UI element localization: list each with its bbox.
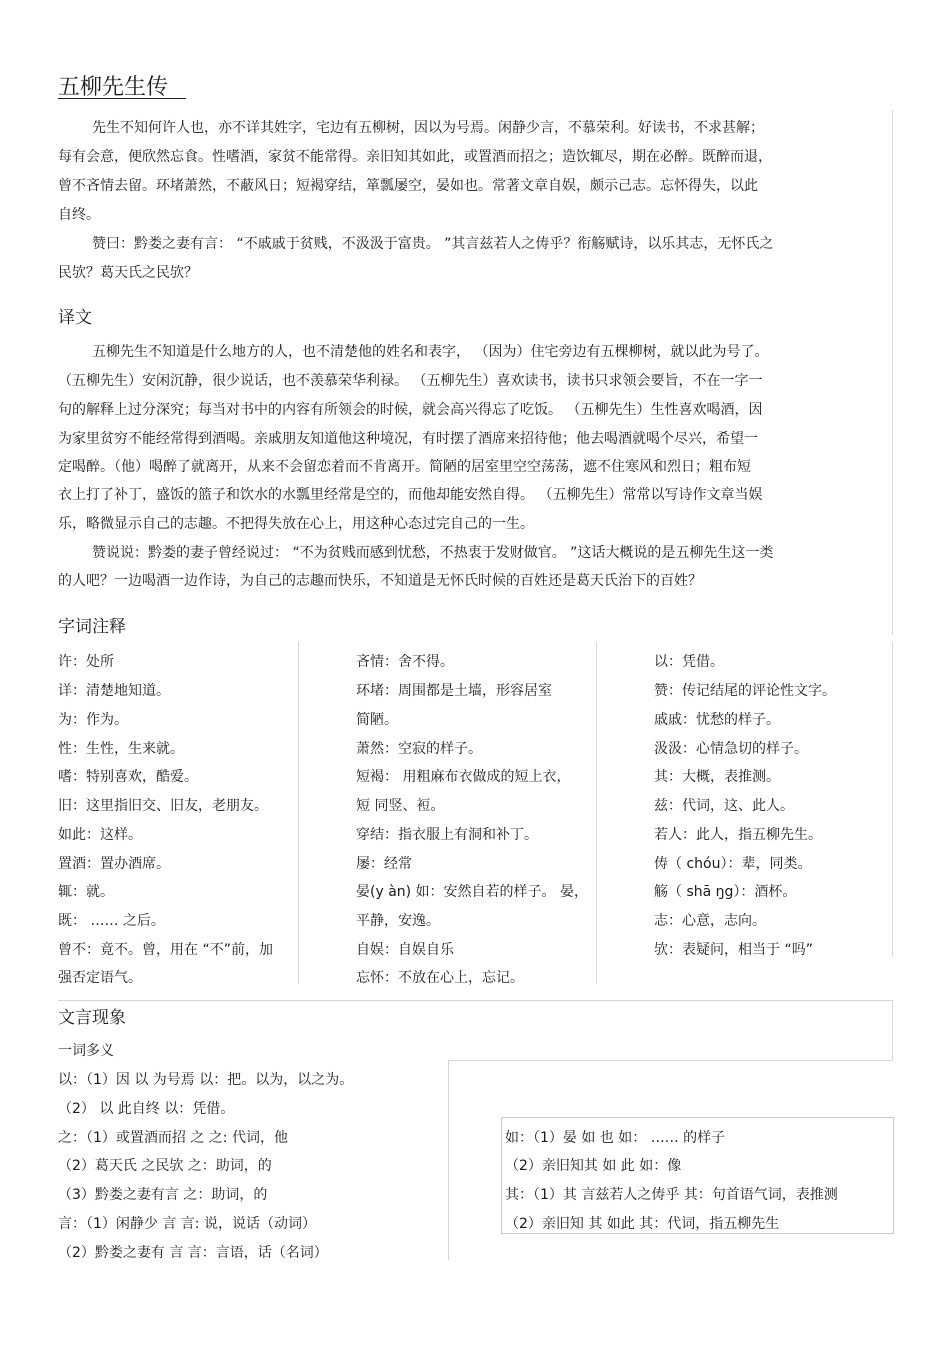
- note-item: 赞：传记结尾的评论性文字。: [654, 683, 836, 699]
- translation-line: 赞说说：黔娄的妻子曾经说过： “不为贫贱而感到忧愁，不热衷于发财做官。 ”这话大概说的是五柳先生这一类: [92, 545, 774, 561]
- note-item: 汲汲：心情急切的样子。: [654, 741, 808, 757]
- polysemy-line: （2）亲旧知 其 如此 其：代词，指五柳先生: [505, 1216, 780, 1232]
- note-item: 觞（ shā ŋg）：酒杯。: [654, 884, 797, 900]
- phenomena-heading: 文言现象: [58, 1008, 126, 1028]
- note-item: 自娱：自娱自乐: [356, 942, 454, 958]
- note-item: 既： …… 之后。: [58, 913, 165, 929]
- translation-line: 衣上打了补丁，盛饭的篮子和饮水的水瓢里经常是空的，而他却能安然自得。 （五柳先生）常常以写诗作文章当娱: [58, 487, 763, 503]
- section-rule: [448, 1060, 893, 1061]
- note-item: 短 同竖、裋。: [356, 798, 445, 814]
- note-item: 俦（ chóu）：辈，同类。: [654, 856, 812, 872]
- note-item: 如此：这样。: [58, 827, 142, 843]
- polysemy-line: （3）黔娄之妻有言 之：助词，的: [58, 1187, 268, 1203]
- note-item: 晏(y àn) 如：安然自若的样子。 晏，: [356, 884, 589, 900]
- section-border: [892, 110, 893, 635]
- translation-line: 定喝醉。（他）喝醉了就离开，从来不会留恋着而不肯离开。简陋的居室里空空荡荡，遮不住寒风和烈日；粗布短: [58, 459, 751, 475]
- polysemy-line: （2）葛天氏 之民欤 之：助词，的: [58, 1158, 272, 1174]
- translation-heading: 译文: [58, 308, 92, 328]
- page-title: 五柳先生传: [58, 75, 169, 100]
- polysemy-line: 其：（1）其 言兹若人之俦乎 其：句首语气词，表推测: [505, 1187, 838, 1203]
- polysemy-line: （2）亲旧知其 如 此 如：像: [505, 1158, 682, 1174]
- note-item: 欤：表疑问，相当于 “吗”: [654, 942, 813, 958]
- translation-line: 句的解释上过分深究；每当对书中的内容有所领会的时候，就会高兴得忘了吃饭。 （五柳先生）生性喜欢喝酒，因: [58, 402, 763, 418]
- notes-heading: 字词注释: [58, 617, 126, 637]
- polysemy-line: （2） 以 此自终 以：凭借。: [58, 1101, 235, 1117]
- note-item: 短褐： 用粗麻布衣做成的短上衣，: [356, 769, 571, 785]
- original-line: 先生不知何许人也，亦不详其姓字，宅边有五柳树，因以为号焉。闲静少言，不慕荣利。好读书，不求甚解；: [92, 120, 764, 136]
- original-line: 赞曰：黔娄之妻有言： “不戚戚于贫贱，不汲汲于富贵。 ”其言兹若人之俦乎？衔觞赋诗，以乐其志，无怀氏之: [92, 236, 774, 252]
- polysemy-line: 之：（1）或置酒而招 之 之: 代词，他: [58, 1130, 288, 1146]
- translation-line: 为家里贫穷不能经常得到酒喝。亲戚朋友知道他这种境况，有时摆了酒席来招待他；他去喝酒就喝个尽兴，希望一: [58, 431, 758, 447]
- note-item: 戚戚：忧愁的样子。: [654, 712, 780, 728]
- note-item: 若人：此人，指五柳先生。: [654, 827, 822, 843]
- note-item: 曾不：竟不。曾，用在 “不”前，加: [58, 942, 273, 958]
- note-item: 置酒：置办酒席。: [58, 856, 170, 872]
- section-rule: [58, 1000, 893, 1001]
- translation-line: 五柳先生不知道是什么地方的人，也不清楚他的姓名和表字， （因为）住宅旁边有五棵柳树，就以此为号了。: [92, 344, 769, 360]
- note-item: 简陋。: [356, 712, 398, 728]
- column-divider: [596, 642, 597, 984]
- note-item: 为：作为。: [58, 712, 128, 728]
- note-item: 嗜：特别喜欢，酷爱。: [58, 769, 198, 785]
- note-item: 详：清楚地知道。: [58, 683, 170, 699]
- translation-line: （五柳先生）安闲沉静，很少说话，也不羡慕荣华利禄。 （五柳先生）喜欢读书，读书只求领会要旨，不在一字一: [58, 373, 763, 389]
- polysemy-line: （2）黔娄之妻有 言 言：言语，话（名词）: [58, 1245, 328, 1261]
- original-line: 每有会意，便欣然忘食。性嗜酒，家贫不能常得。亲旧知其如此，或置酒而招之；造饮辄尽，期在必醉。既醉而退，: [58, 149, 772, 165]
- note-item: 其：大概，表推测。: [654, 769, 780, 785]
- column-divider: [448, 1060, 449, 1260]
- original-line: 曾不吝情去留。环堵萧然，不蔽风日；短褐穿结，箪瓢屡空，晏如也。常著文章自娱，颇示己志。忘怀得失，以此: [58, 178, 758, 194]
- polysemy-heading: 一词多义: [58, 1043, 114, 1059]
- note-item: 环堵：周围都是土墙，形容居室: [356, 683, 552, 699]
- column-divider: [892, 642, 893, 956]
- note-item: 屡：经常: [356, 856, 412, 872]
- note-item: 旧：这里指旧交、旧友，老朋友。: [58, 798, 268, 814]
- note-item: 辄：就。: [58, 884, 114, 900]
- translation-line: 乐，略微显示自己的志趣。不把得失放在心上，用这种心态过完自己的一生。: [58, 516, 534, 532]
- title-underline: [58, 98, 186, 99]
- note-item: 许：处所: [58, 654, 114, 670]
- note-item: 以：凭借。: [654, 654, 724, 670]
- original-line: 自终。: [58, 207, 100, 223]
- translation-line: 的人吧？一边喝酒一边作诗，为自己的志趣而快乐，不知道是无怀氏时候的百姓还是葛天氏治下的百姓？: [58, 573, 702, 589]
- note-item: 强否定语气。: [58, 970, 142, 986]
- note-item: 性：生性，生来就。: [58, 741, 184, 757]
- note-item: 穿结：指衣服上有洞和补丁。: [356, 827, 538, 843]
- column-divider: [298, 642, 299, 984]
- original-line: 民欤？葛天氏之民欤？: [58, 265, 198, 281]
- polysemy-line: 言：（1）闲静少 言 言: 说，说话（动词）: [58, 1216, 316, 1232]
- polysemy-line: 以：（1）因 以 为号焉 以：把。以为，以之为。: [58, 1072, 354, 1088]
- polysemy-line: 如：（1）晏 如 也 如： …… 的样子: [505, 1130, 726, 1146]
- section-border: [892, 1000, 893, 1060]
- note-item: 兹：代词，这、此人。: [654, 798, 794, 814]
- note-item: 忘怀：不放在心上，忘记。: [356, 970, 524, 986]
- note-item: 吝情：舍不得。: [356, 654, 454, 670]
- note-item: 平静，安逸。: [356, 913, 440, 929]
- note-item: 志：心意，志向。: [654, 913, 766, 929]
- note-item: 萧然：空寂的样子。: [356, 741, 482, 757]
